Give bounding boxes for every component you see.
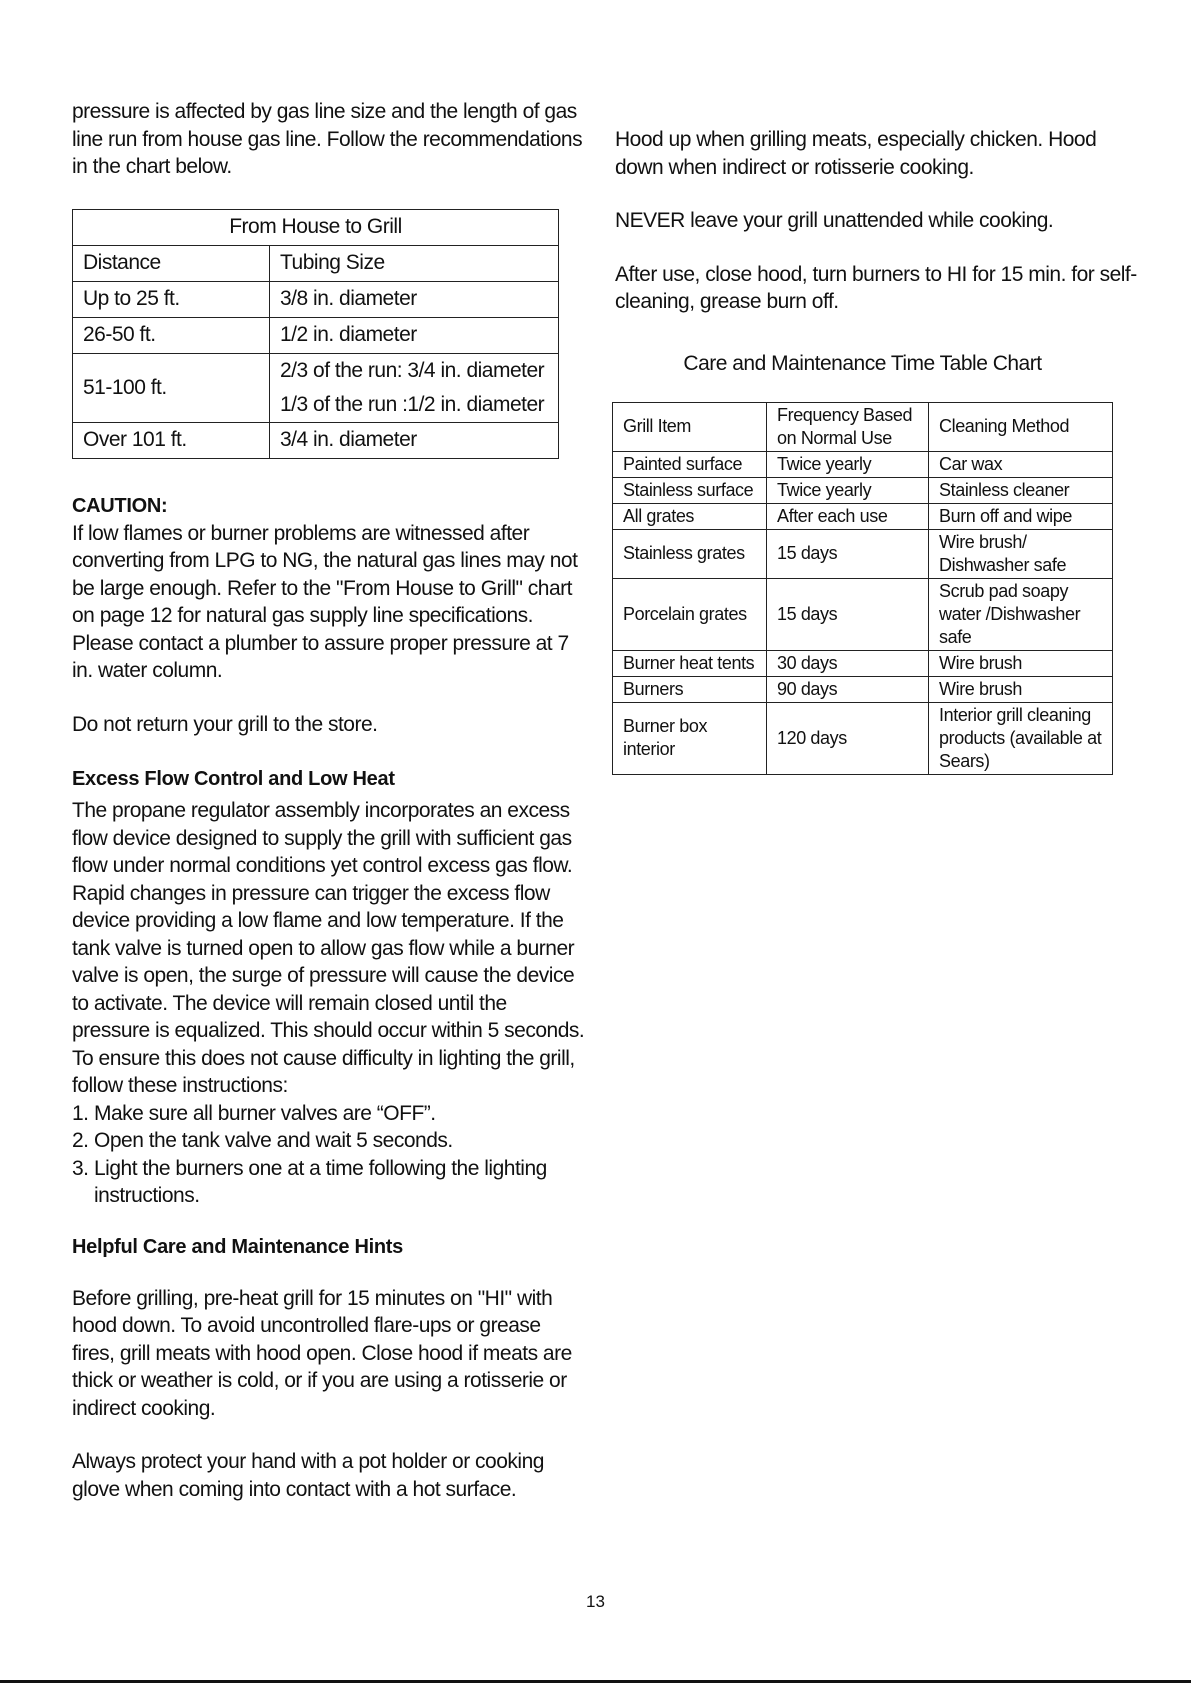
cell-size-split [270, 353, 559, 422]
cell-frequency: After each use [767, 503, 929, 529]
header-cleaning-method: Cleaning Method [929, 402, 1113, 451]
cell-method: Car wax [929, 451, 1113, 477]
cell-frequency: Twice yearly [767, 477, 929, 503]
cell-method: Wire brush [929, 676, 1113, 702]
table-row [73, 422, 559, 458]
cell-frequency: 15 days [767, 578, 929, 650]
cell-method: Wire brush [929, 650, 1113, 676]
header-frequency: Frequency Based on Normal Use [767, 402, 929, 451]
never-paragraph: NEVER leave your grill unattended while cooking. [615, 209, 1054, 232]
caution-paragraph: If low flames or burner problems are witnessed after converting from LPG to NG, the natural gas lines may not be large enough. Refer to the "From House to Grill" chart on page 12 for natural gas supply line specifications. Please contact a plumber to assure proper pressure at 7 in. water column. [72, 521, 578, 682]
cell-item: Stainless surface [613, 477, 767, 503]
no-return-paragraph: Do not return your grill to the store. [72, 712, 378, 736]
cell-item: Stainless grates [613, 529, 767, 578]
cell-size: 3/4 in. diameter [270, 422, 559, 458]
caution-heading: CAUTION: [72, 494, 168, 517]
cell-method: Scrub pad soapy water /Dishwasher safe [929, 578, 1113, 650]
care-chart-title: Care and Maintenance Time Table Chart [683, 351, 1042, 375]
ensure-paragraph: To ensure this does not cause difficulty in lighting the grill, follow these instructions: [72, 1046, 575, 1097]
table-row [73, 281, 559, 317]
cell-item: Burner heat tents [613, 650, 767, 676]
header-tubing-size: Tubing Size [270, 245, 559, 281]
cell-method: Interior grill cleaning products (available at Sears) [929, 702, 1113, 774]
table-row [613, 578, 1113, 650]
intro-paragraph: pressure is affected by gas line size and the length of gas line run from house gas line. Follow the recommendations in the chart below. [72, 100, 583, 178]
bottom-rule [0, 1680, 1191, 1683]
size-part-a: 2/3 of the run: 3/4 in. diameter [280, 358, 545, 382]
table-row [613, 702, 1113, 774]
size-part-b: 1/3 of the run :1/2 in. diameter [280, 392, 545, 416]
cell-distance: 51-100 ft. [73, 353, 270, 422]
cell-distance: Up to 25 ft. [73, 281, 270, 317]
table-header-row [613, 402, 1113, 451]
list-item: 3. Light the burners one at a time following the lighting instructions. [72, 1156, 547, 1207]
excess-flow-heading: Excess Flow Control and Low Heat [72, 768, 395, 790]
hints-paragraph-2: Always protect your hand with a pot holder or cooking glove when coming into contact with a hot surface. [72, 1450, 544, 1501]
header-distance: Distance [73, 245, 270, 281]
hints-paragraph-1: Before grilling, pre-heat grill for 15 minutes on "HI" with hood down. To avoid uncontrolled flare-ups or grease fires, grill meats with hood open. Close hood if meats are thick or weather is cold, or if you are using a rotisserie or indirect cooking. [72, 1286, 572, 1420]
table-row [73, 245, 559, 281]
after-use-paragraph: After use, close hood, turn burners to HI for 15 min. for self-cleaning, grease burn off. [615, 262, 1137, 313]
cell-item: Burners [613, 676, 767, 702]
cell-distance: Over 101 ft. [73, 422, 270, 458]
hints-heading: Helpful Care and Maintenance Hints [72, 1235, 403, 1258]
list-item: 1. Make sure all burner valves are “OFF”. [72, 1101, 436, 1125]
table-row [73, 317, 559, 353]
cell-frequency: 90 days [767, 676, 929, 702]
cell-item: Porcelain grates [613, 578, 767, 650]
excess-flow-paragraph: The propane regulator assembly incorporates an excess flow device designed to supply the grill with sufficient gas flow under normal conditions yet control excess gas flow. Rapid changes in pressure can trigger the excess flow device providing a low flame and low temperature. If the tank valve is turned open to allow gas flow while a burner valve is open, the surge of pressure will cause the device to activate. The device will remain closed until the pressure is equalized. This should occur within 5 seconds. [72, 799, 585, 1042]
cell-method: Wire brush/ Dishwasher safe [929, 529, 1113, 578]
table-row [613, 503, 1113, 529]
house-to-grill-table [72, 209, 559, 459]
list-item: 2. Open the tank valve and wait 5 seconds. [72, 1129, 453, 1152]
cell-distance: 26-50 ft. [73, 317, 270, 353]
table-row [613, 650, 1113, 676]
care-maintenance-table [612, 402, 1113, 775]
cell-item: All grates [613, 503, 767, 529]
cell-size: 3/8 in. diameter [270, 281, 559, 317]
right-column [615, 126, 1145, 775]
cell-frequency: 30 days [767, 650, 929, 676]
left-column [72, 98, 587, 1503]
table-title: From House to Grill [73, 209, 559, 245]
header-grill-item: Grill Item [613, 402, 767, 451]
table-row [613, 451, 1113, 477]
cell-method: Stainless cleaner [929, 477, 1113, 503]
hood-paragraph: Hood up when grilling meats, especially chicken. Hood down when indirect or rotisserie cooking. [615, 128, 1097, 179]
cell-item: Painted surface [613, 451, 767, 477]
lighting-steps-list [72, 1100, 587, 1210]
cell-frequency: 120 days [767, 702, 929, 774]
table-row [613, 529, 1113, 578]
table-row [613, 477, 1113, 503]
table-row [613, 676, 1113, 702]
cell-item: Burner box interior [613, 702, 767, 774]
cell-method: Burn off and wipe [929, 503, 1113, 529]
page-number: 13 [586, 1592, 605, 1611]
cell-frequency: 15 days [767, 529, 929, 578]
cell-frequency: Twice yearly [767, 451, 929, 477]
table-row [73, 353, 559, 422]
cell-size: 1/2 in. diameter [270, 317, 559, 353]
